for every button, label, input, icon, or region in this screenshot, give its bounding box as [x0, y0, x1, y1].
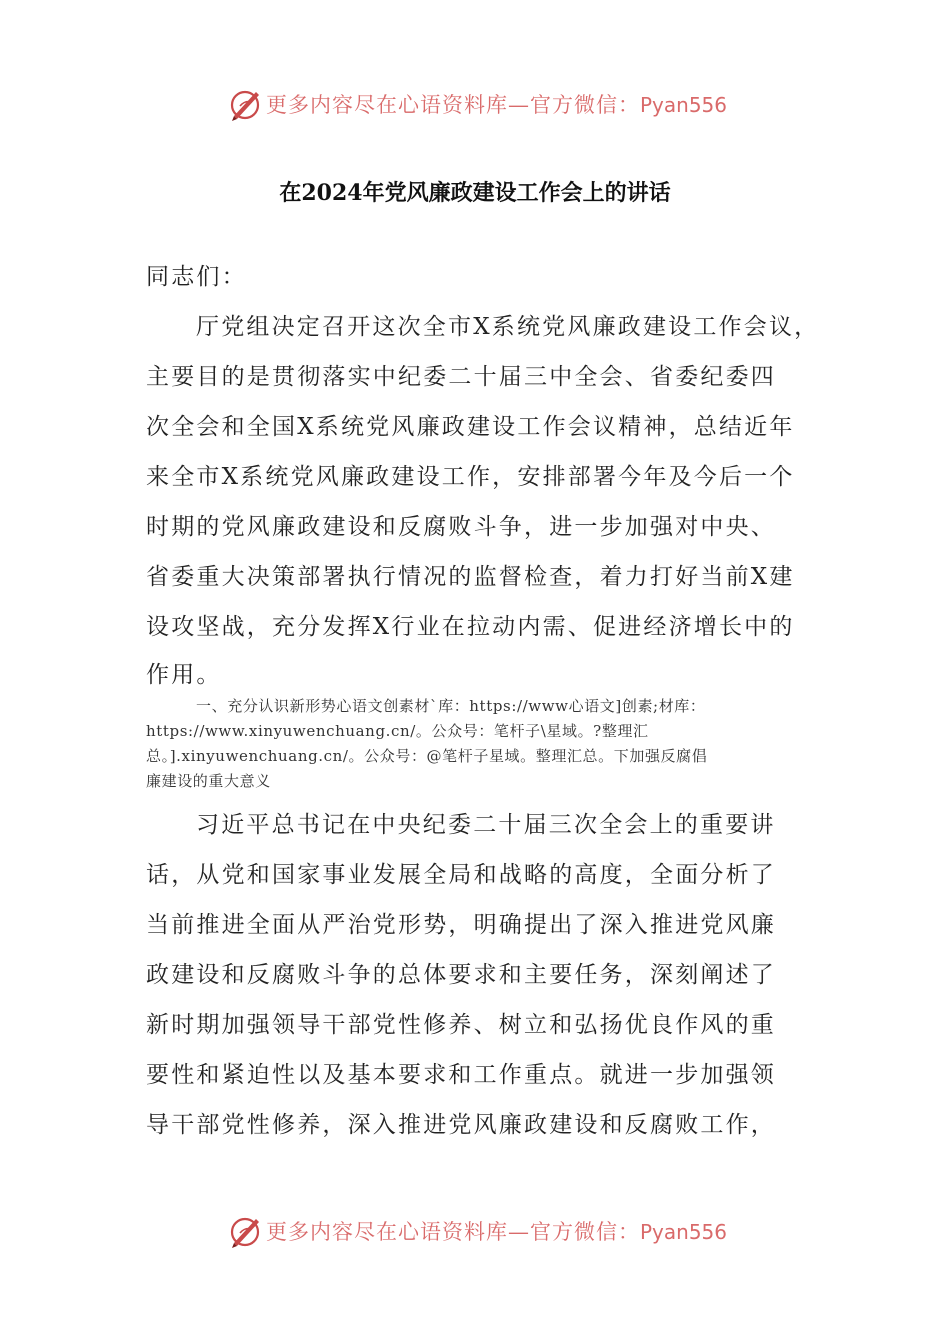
para2-line: 话，从党和国家事业发展全局和战略的高度，全面分析了	[146, 862, 776, 888]
para2-line: 政建设和反腐败斗争的总体要求和主要任务，深刻阐述了	[146, 962, 776, 988]
para2-line: 导干部党性修养，深入推进党风廉政建设和反腐败工作，	[146, 1112, 776, 1138]
header-watermark	[0, 79, 950, 129]
para1-line: 来全市X系统党风廉政建设工作，安排部署今年及今后一个	[146, 464, 795, 490]
para2-line: 习近平总书记在中央纪委二十届三次全会上的重要讲	[196, 812, 776, 838]
section-heading-line: 一、充分认识新形势心语文创素材`库：https://www心语文]创素;材库：	[196, 697, 706, 715]
para1-line: 省委重大决策部署执行情况的监督检查，着力打好当前X建	[146, 564, 795, 590]
section-heading-line: https://www.xinyuwenchuang.cn/。公众号：笔杆子\星域。?整理汇	[146, 722, 649, 740]
para2-line: 新时期加强领导干部党性修养、树立和弘扬优良作风的重	[146, 1012, 776, 1038]
watermark-wechat: Pyan556	[640, 93, 728, 117]
section-heading-line: 廉建设的重大意义	[146, 772, 271, 790]
para1-line: 设攻坚战，充分发挥X行业在拉动内需、促进经济增长中的	[146, 614, 795, 640]
para1-line: 主要目的是贯彻落实中纪委二十届三中全会、省委纪委四	[146, 364, 776, 390]
greeting: 同志们：	[146, 264, 247, 290]
pen-logo-icon	[228, 1213, 264, 1249]
para2-line: 要性和紧迫性以及基本要求和工作重点。就进一步加强领	[146, 1062, 776, 1088]
para1-line: 时期的党风廉政建设和反腐败斗争，进一步加强对中央、	[146, 514, 776, 540]
pen-logo-icon	[228, 86, 264, 122]
watermark-text: 更多内容尽在心语资料库—官方微信：Pyan556	[266, 1220, 728, 1244]
para2-line: 当前推进全面从严治党形势，明确提出了深入推进党风廉	[146, 912, 776, 938]
section-heading-line: 总。].xinyuwenchuang.cn/。公众号：@笔杆子星域。整理汇总。下加强反腐倡	[146, 747, 708, 765]
watermark-wechat: Pyan556	[640, 1220, 728, 1244]
footer-watermark	[0, 1206, 950, 1256]
document-title: 在2024年党风廉政建设工作会上的讲话	[279, 180, 671, 206]
para1-line: 作用。	[146, 662, 222, 688]
watermark-text: 更多内容尽在心语资料库—官方微信：Pyan556	[266, 93, 728, 117]
para1-line: 次全会和全国X系统党风廉政建设工作会议精神，总结近年	[146, 414, 795, 440]
para1-line: 厅党组决定召开这次全市X系统党风廉政建设工作会议，	[196, 314, 820, 340]
